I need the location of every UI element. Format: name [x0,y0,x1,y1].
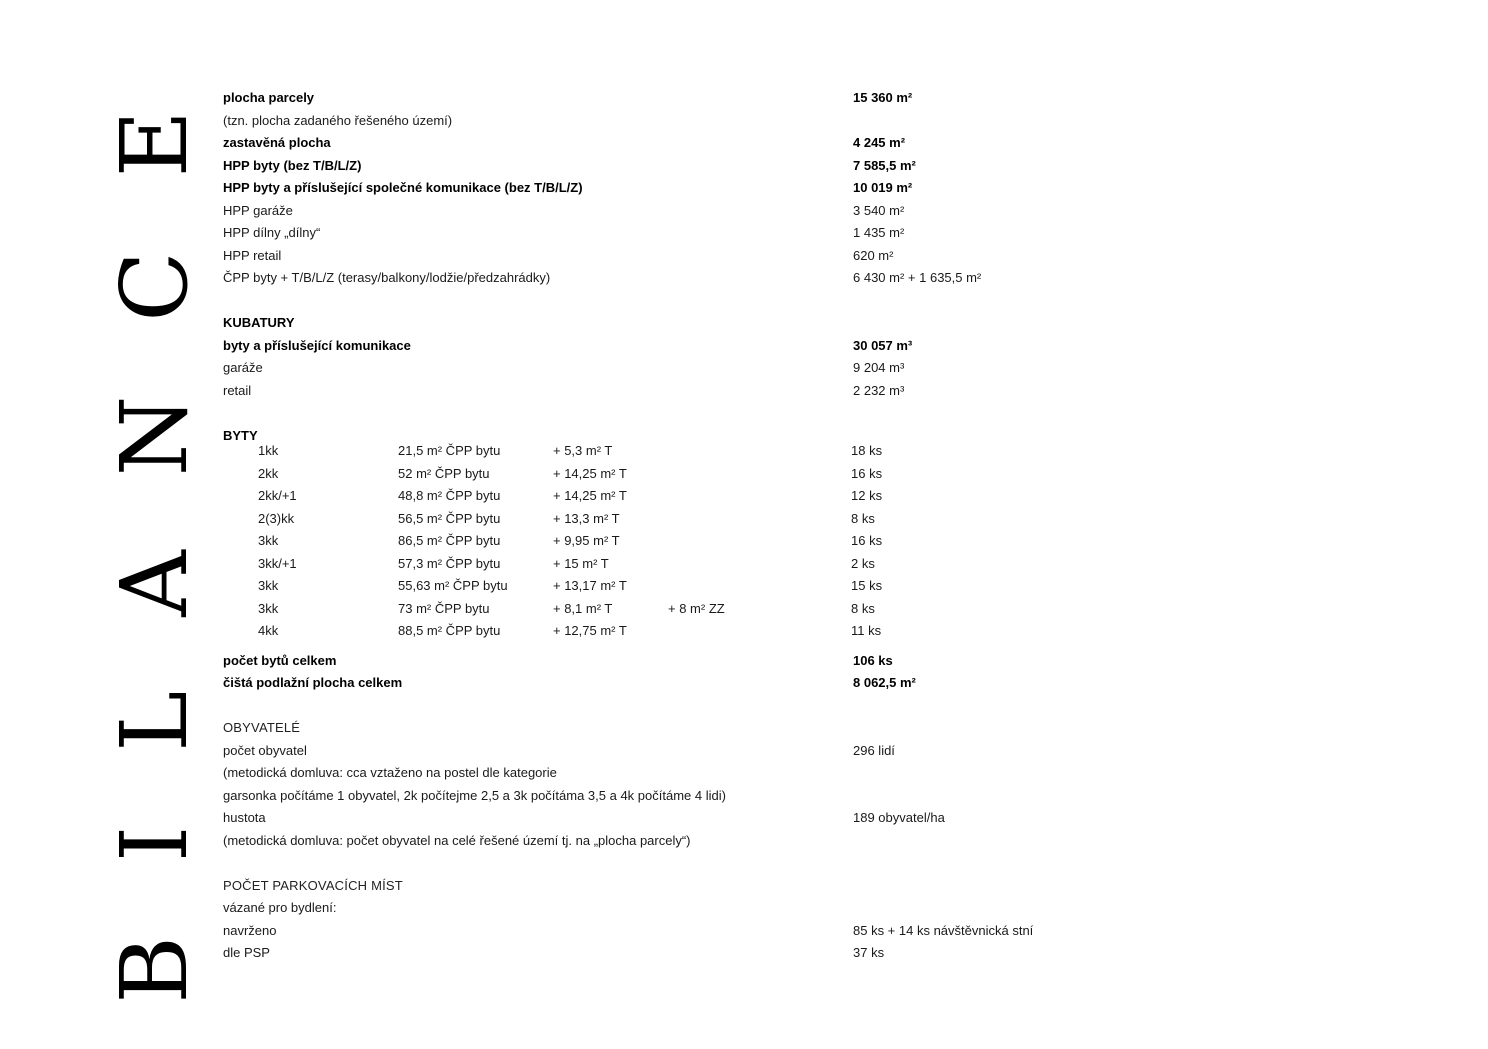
flat-type: 3kk [258,601,279,616]
flat-terrace: + 13,3 m² T [553,511,620,526]
area-label: zastavěná plocha [223,135,331,150]
volume-label: retail [223,383,252,398]
section-heading [0,718,1200,738]
parking-row [0,898,1200,918]
flat-terrace: + 12,75 m² T [553,623,627,638]
flat-area: 86,5 m² ČPP bytu [398,533,501,548]
parking-label: dle PSP [223,945,270,960]
flat-type: 4kk [258,623,279,638]
resident-label: (metodická domluva: počet obyvatel na celé řešené území tj. na „plocha parcely“) [223,833,691,848]
area-row [0,246,1200,266]
resident-label: počet obyvatel [223,743,307,758]
volume-value: 9 204 m³ [853,360,905,375]
flat-area: 48,8 m² ČPP bytu [398,488,501,503]
resident-value: 296 lidí [853,743,895,758]
flat-row [0,441,1200,461]
flat-count: 16 ks [851,466,883,481]
flat-terrace: + 13,17 m² T [553,578,627,593]
area-label: HPP retail [223,248,282,263]
flat-count: 16 ks [851,533,883,548]
flat-row [0,554,1200,574]
area-row [0,156,1200,176]
flat-row [0,621,1200,641]
area-value: 10 019 m² [853,180,913,195]
flat-type: 3kk/+1 [258,556,297,571]
flat-count: 2 ks [851,556,875,571]
area-row [0,88,1200,108]
area-row [0,201,1200,221]
flat-terrace: + 5,3 m² T [553,443,613,458]
area-value: 7 585,5 m² [853,158,916,173]
flat-type: 2(3)kk [258,511,295,526]
flat-row [0,486,1200,506]
flats-total-row [0,651,1200,671]
flat-area: 57,3 m² ČPP bytu [398,556,501,571]
resident-row [0,786,1200,806]
volume-label: garáže [223,360,263,375]
area-label: (tzn. plocha zadaného řešeného území) [223,113,453,128]
parking-row [0,921,1200,941]
flat-terrace: + 15 m² T [553,556,609,571]
flat-count: 15 ks [851,578,883,593]
parking-label: vázané pro bydlení: [223,900,337,915]
flat-row [0,599,1200,619]
flat-terrace: + 9,95 m² T [553,533,620,548]
flat-type: 3kk [258,578,279,593]
parking-row [0,943,1200,963]
area-value: 6 430 m² + 1 635,5 m² [853,270,982,285]
flat-area: 55,63 m² ČPP bytu [398,578,508,593]
parking-title: POČET PARKOVACÍCH MÍST [223,878,403,893]
flat-count: 11 ks [851,623,882,638]
flat-row [0,576,1200,596]
area-value: 15 360 m² [853,90,913,105]
vertical-title: BILANCE [101,36,208,1004]
flat-type: 2kk [258,466,279,481]
volume-value: 30 057 m³ [853,338,913,353]
volume-label: byty a příslušející komunikace [223,338,411,353]
resident-label: hustota [223,810,266,825]
volume-value: 2 232 m³ [853,383,905,398]
flats-total-value: 106 ks [853,653,893,668]
flat-area: 73 m² ČPP bytu [398,601,490,616]
area-label: ČPP byty + T/B/L/Z (terasy/balkony/lodžie/předzahrádky) [223,270,551,285]
area-value: 3 540 m² [853,203,905,218]
resident-row [0,831,1200,851]
parking-label: navrženo [223,923,277,938]
parking-value: 85 ks + 14 ks návštěvnická stní [853,923,1034,938]
resident-row [0,763,1200,783]
flat-count: 8 ks [851,511,875,526]
resident-value: 189 obyvatel/ha [853,810,945,825]
flats-total-label: čištá podlažní plocha celkem [223,675,403,690]
area-value: 1 435 m² [853,225,905,240]
flat-row [0,509,1200,529]
area-row [0,111,1200,131]
area-label: HPP byty (bez T/B/L/Z) [223,158,362,173]
flat-terrace: + 14,25 m² T [553,488,627,503]
flat-area: 88,5 m² ČPP bytu [398,623,501,638]
area-row [0,178,1200,198]
area-row [0,268,1200,288]
resident-label: garsonka počítáme 1 obyvatel, 2k počítejme 2,5 a 3k počítáma 3,5 a 4k počítáme 4 lidi) [223,788,726,803]
resident-row [0,741,1200,761]
area-value: 4 245 m² [853,135,906,150]
flat-area: 56,5 m² ČPP bytu [398,511,501,526]
area-label: HPP byty a příslušející společné komunikace (bez T/B/L/Z) [223,180,583,195]
flat-row [0,464,1200,484]
area-label: HPP garáže [223,203,293,218]
flat-area: 21,5 m² ČPP bytu [398,443,501,458]
flats-total-row [0,673,1200,693]
flat-count: 12 ks [851,488,883,503]
flat-row [0,531,1200,551]
flat-garden: + 8 m² ZZ [668,601,725,616]
section-heading [0,313,1200,333]
resident-row [0,808,1200,828]
area-label: HPP dílny „dílny“ [223,225,321,240]
flat-type: 1kk [258,443,279,458]
area-label: plocha parcely [223,90,315,105]
flats-total-label: počet bytů celkem [223,653,337,668]
resident-label: (metodická domluva: cca vztaženo na postel dle kategorie [223,765,557,780]
volume-row [0,358,1200,378]
flat-terrace: + 8,1 m² T [553,601,613,616]
area-value: 620 m² [853,248,894,263]
parking-value: 37 ks [853,945,885,960]
flat-area: 52 m² ČPP bytu [398,466,490,481]
area-row [0,133,1200,153]
residents-title: OBYVATELÉ [223,720,301,735]
section-heading [0,876,1200,896]
flat-count: 18 ks [851,443,883,458]
flat-type: 3kk [258,533,279,548]
flats-title: BYTY [223,428,258,443]
volumes-title: KUBATURY [223,315,295,330]
flats-total-value: 8 062,5 m² [853,675,916,690]
volume-row [0,336,1200,356]
flat-count: 8 ks [851,601,875,616]
volume-row [0,381,1200,401]
area-row [0,223,1200,243]
flat-type: 2kk/+1 [258,488,297,503]
flat-terrace: + 14,25 m² T [553,466,627,481]
